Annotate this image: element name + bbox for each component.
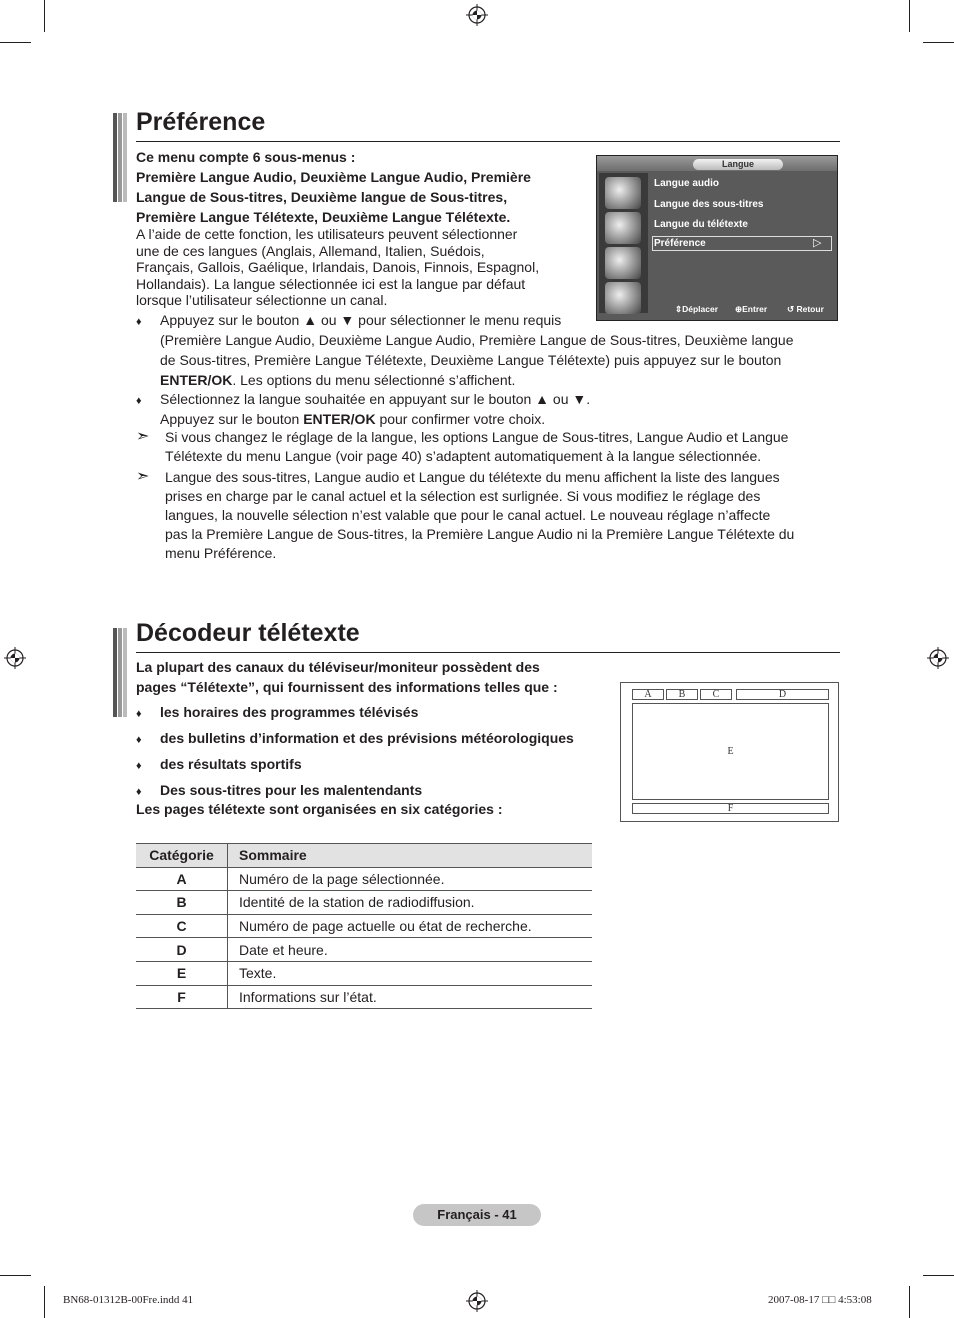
crop-mark <box>923 42 954 43</box>
text-line: Première Langue Télétexte, Deuxième Langue Télétexte. <box>136 209 511 225</box>
menu-sidebar <box>599 173 648 313</box>
bullet-text: des bulletins d’information et des prévisions météorologiques <box>160 730 574 746</box>
bullet-item <box>136 728 606 748</box>
text-line: Ce menu compte 6 sous-menus : <box>136 149 356 165</box>
menu-top-bar <box>597 156 837 171</box>
text-line: pas la Première Langue de Sous-titres, la Première Langue Audio ni la Première Langue Télétexte du <box>165 526 795 542</box>
text-line: Sélectionnez la langue souhaitée en appuyant sur le bouton ▲ ou ▼. <box>160 391 591 407</box>
bullet-text: des résultats sportifs <box>160 756 302 772</box>
cell-summary: Identité de la station de radiodiffusion. <box>228 891 593 915</box>
note-arrow-icon: ➣ <box>136 428 150 445</box>
bullet-text <box>160 389 590 429</box>
teletext-layout-diagram <box>620 682 839 822</box>
diagram-box-c: C <box>700 689 732 700</box>
note-text <box>165 468 794 563</box>
crop-mark <box>0 1275 31 1276</box>
cell-summary: Numéro de la page sélectionnée. <box>228 867 593 891</box>
note-text <box>165 428 788 466</box>
text-line: pages “Télétexte”, qui fournissent des informations telles que : <box>136 679 558 695</box>
menu-item-langue-audio: Langue audio <box>654 178 719 189</box>
text-line: Français, Gallois, Gaélique, Irlandais, Danois, Finnois, Espagnol, <box>136 259 540 275</box>
diamond-bullet-icon: ♦ <box>136 708 142 720</box>
table-row <box>136 961 592 985</box>
diagram-box-e: E <box>632 703 829 800</box>
text-line: lorsque l’utilisateur sélectionne un canal. <box>136 292 388 308</box>
enter-label: Entrer <box>742 304 768 314</box>
text-line: La plupart des canaux du téléviseur/moniteur possèdent des <box>136 659 540 675</box>
table-header-row <box>136 844 592 868</box>
cell-summary: Informations sur l’état. <box>228 985 593 1009</box>
registration-mark-icon <box>927 647 949 669</box>
text-line: Télétexte du menu Langue (voir page 40) s’adaptent automatiquement à la langue sélectionnée. <box>165 448 762 464</box>
text-line: prises en charge par le canal actuel et la sélection est surlignée. Si vous modifiez le réglage des <box>165 488 761 504</box>
text-line: (Première Langue Audio, Deuxième Langue Audio, Première Langue de Sous-titres, Deuxième langue <box>160 332 794 348</box>
enter-hint: ⊕Entrer <box>735 304 768 314</box>
menu-tab-label: Langue <box>693 159 783 170</box>
bullet-item <box>136 754 606 774</box>
menu-item-preference: Préférence <box>654 238 706 249</box>
diagram-box-a: A <box>632 689 664 700</box>
crop-mark <box>0 42 31 43</box>
bullet-item <box>136 389 846 429</box>
text-line: menu Préférence. <box>165 545 277 561</box>
table-row <box>136 891 592 915</box>
bullet-text <box>160 310 794 390</box>
registration-mark-icon <box>466 4 488 26</box>
bullet-item <box>136 780 606 800</box>
crop-mark <box>44 1286 45 1318</box>
diamond-bullet-icon: ♦ <box>136 786 142 798</box>
section-title-preference: Préférence <box>136 108 266 136</box>
diamond-bullet-icon: ♦ <box>136 760 142 772</box>
teletext-intro <box>136 657 558 697</box>
text: Appuyez sur le bouton <box>160 411 304 427</box>
note-item <box>136 428 846 468</box>
text: pour confirmer votre choix. <box>375 411 546 427</box>
table-row <box>136 867 592 891</box>
move-label: Déplacer <box>682 304 719 314</box>
cell-summary: Texte. <box>228 961 593 985</box>
text: . Les options du menu sélectionné s’affichent. <box>232 372 516 388</box>
return-hint: ↺ Retour <box>787 304 824 314</box>
text-line <box>160 370 794 390</box>
bullet-item <box>136 310 846 390</box>
text-line: langues, la nouvelle sélection n’est valable que pour le canal actuel. Le nouveau réglage n’affecte <box>165 507 771 523</box>
section-bar <box>113 113 129 202</box>
pref-intro-bold <box>136 147 531 227</box>
bullet-item <box>136 702 606 722</box>
text-line: une de ces langues (Anglais, Allemand, Italien, Suédois, <box>136 242 485 259</box>
file-slug: BN68-01312B-00Fre.indd 41 <box>63 1294 194 1306</box>
move-hint: ⇕Déplacer <box>675 304 719 314</box>
table-row <box>136 985 592 1009</box>
text-line: de Sous-titres, Première Langue Télétexte, Deuxième Langue Télétexte) puis appuyez sur le bouton <box>160 352 782 368</box>
text-line: Première Langue Audio, Deuxième Langue Audio, Première <box>136 169 531 185</box>
category-table <box>136 843 592 1009</box>
cell-category: F <box>136 985 228 1009</box>
cell-summary: Numéro de page actuelle ou état de recherche. <box>228 914 593 938</box>
diagram-box-b: B <box>666 689 698 700</box>
note-arrow-icon: ➣ <box>136 468 150 485</box>
cell-category: E <box>136 961 228 985</box>
pref-intro <box>136 226 539 309</box>
bold-text: ENTER/OK <box>303 411 376 427</box>
diamond-bullet-icon: ♦ <box>136 316 142 328</box>
text-line: Langue des sous-titres, Langue audio et Langue du télétexte du menu affichent la liste des langues <box>165 469 780 485</box>
cell-category: D <box>136 938 228 962</box>
column-header-summary: Sommaire <box>228 844 593 868</box>
text-line: Langue de Sous-titres, Deuxième langue de Sous-titres, <box>136 189 508 205</box>
registration-mark-icon <box>466 1290 488 1312</box>
text-line: Hollandais). La langue sélectionnée ici est la langue par défaut <box>136 275 526 292</box>
crop-mark <box>909 1286 910 1318</box>
section-rule <box>136 141 840 142</box>
crop-mark <box>44 0 45 32</box>
text-line: Appuyez sur le bouton ▲ ou ▼ pour sélectionner le menu requis <box>160 312 562 328</box>
column-header-category: Catégorie <box>136 844 228 868</box>
cell-category: B <box>136 891 228 915</box>
page-number-badge: Français - 41 <box>413 1204 541 1226</box>
cell-category: C <box>136 914 228 938</box>
cell-category: A <box>136 867 228 891</box>
diamond-bullet-icon: ♦ <box>136 734 142 746</box>
bold-text: ENTER/OK <box>160 372 233 388</box>
diamond-bullet-icon: ♦ <box>136 395 142 407</box>
cell-summary: Date et heure. <box>228 938 593 962</box>
menu-item-langue-sous-titres: Langue des sous-titres <box>654 199 764 210</box>
language-menu-screenshot <box>596 155 838 321</box>
menu-item-langue-teletexte: Langue du télétexte <box>654 219 748 230</box>
text-line: Si vous changez le réglage de la langue, les options Langue de Sous-titres, Langue Audio et Langue <box>165 429 789 445</box>
picture-icon <box>605 177 641 209</box>
registration-mark-icon <box>4 647 26 669</box>
table-row <box>136 914 592 938</box>
sound-icon <box>605 212 641 244</box>
crop-mark <box>923 1275 954 1276</box>
return-label: Retour <box>796 304 824 314</box>
note-item <box>136 468 846 568</box>
diagram-box-d: D <box>736 689 829 700</box>
teletext-categories-lead: Les pages télétexte sont organisées en six catégories : <box>136 801 503 817</box>
arrow-right-icon: ▷ <box>813 237 822 249</box>
setup-gear-icon <box>605 247 641 279</box>
bullet-text: Des sous-titres pour les malentendants <box>160 782 423 798</box>
bullet-text: les horaires des programmes télévisés <box>160 704 419 720</box>
section-title-teletext: Décodeur télétexte <box>136 619 360 647</box>
diagram-box-f: F <box>632 803 829 814</box>
section-rule <box>136 652 840 653</box>
text-line: A l’aide de cette fonction, les utilisateurs peuvent sélectionner <box>136 226 518 242</box>
text-line <box>160 409 590 429</box>
table-row <box>136 938 592 962</box>
date-slug: 2007-08-17 □□ 4:53:08 <box>768 1294 872 1306</box>
crop-mark <box>909 0 910 32</box>
section-bar <box>113 628 129 717</box>
